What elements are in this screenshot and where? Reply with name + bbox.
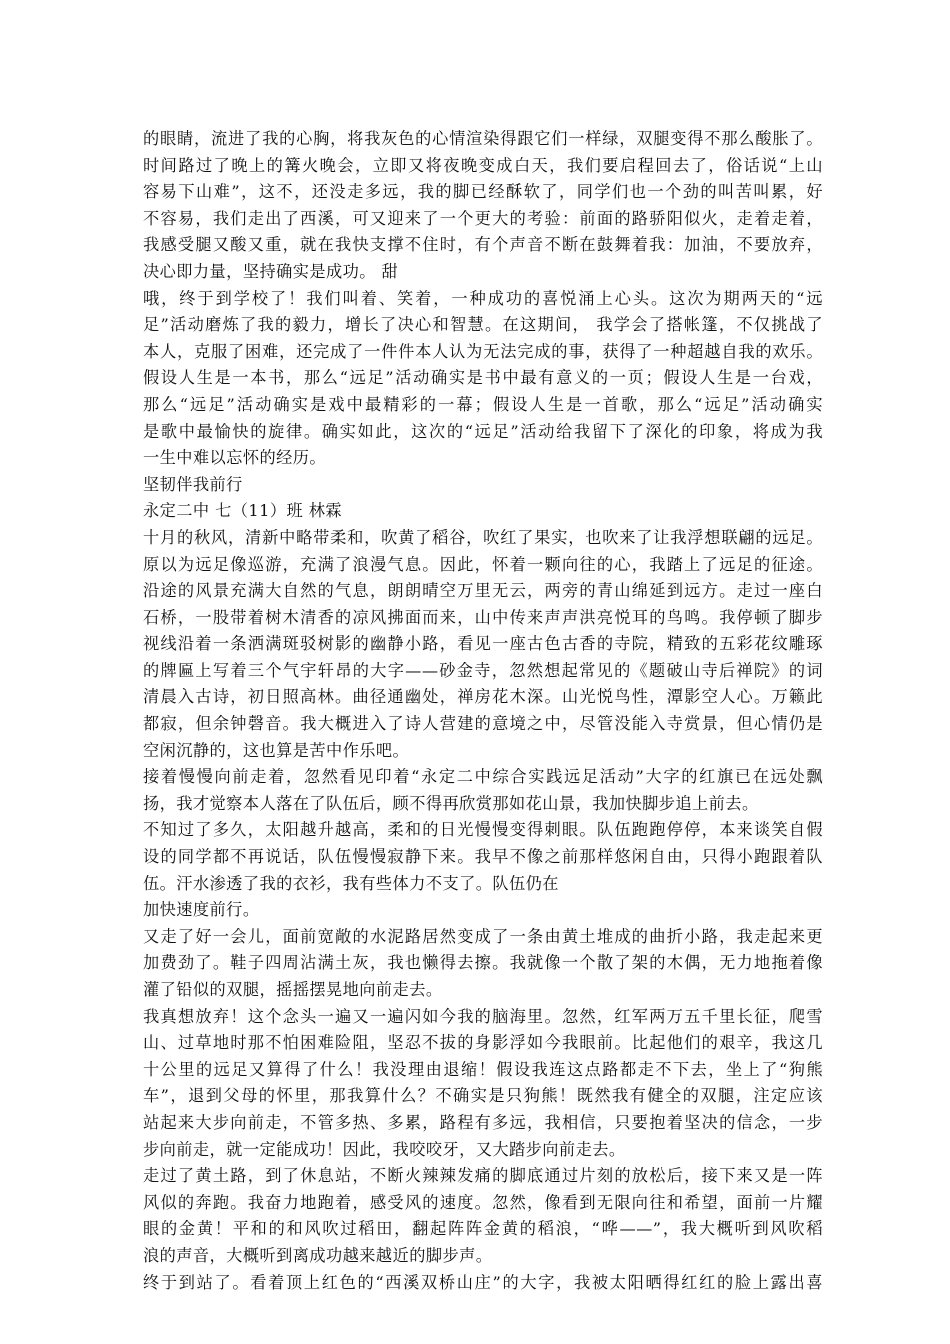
text-line: 原以为远足像巡游，充满了浪漫气息。因此，怀着一颗向往的心，我踏上了远足的征途。	[143, 554, 823, 574]
text-line: 不容易，我们走出了西溪，可又迎来了一个更大的考验：前面的路骄阳似火，走着走着，	[143, 208, 823, 228]
text-line: 十月的秋风，清新中略带柔和，吹黄了稻谷，吹红了果实，也吹来了让我浮想联翩的远足。	[143, 527, 823, 547]
text-line: 一生中难以忘怀的经历。	[143, 448, 327, 468]
text-line: 接着慢慢向前走着，忽然看见印着“永定二中综合实践远足活动”大字的红旗已在远处飘	[143, 767, 823, 787]
text-line: 足”活动磨炼了我的毅力，增长了决心和智慧。在这期间， 我学会了搭帐篷，不仅挑战了	[143, 315, 823, 335]
text-line: 我真想放弃！这个念头一遍又一遍闪如今我的脑海里。忽然，红军两万五千里长征，爬雪	[143, 1006, 823, 1026]
text-line: 决心即力量，坚持确实是成功。 甜	[143, 261, 399, 281]
text-line: 浪的声音，大概听到离成功越来越近的脚步声。	[143, 1245, 493, 1265]
text-line: 的牌匾上写着三个气宇轩昂的大字——砂金寺，忽然想起常见的《题破山寺后禅院》的词	[143, 660, 823, 680]
text-line: 设的同学都不再说话，队伍慢慢寂静下来。我早不像之前那样悠闲自由，只得小跑跟着队	[143, 847, 823, 867]
text-line: 灌了铅似的双腿，摇摇摆晃地向前走去。	[143, 980, 443, 999]
text-line: 时间路过了晚上的篝火晚会，立即又将夜晚变成白天，我们要启程回去了，俗话说“上山	[143, 155, 823, 175]
text-line: 风似的奔跑。我奋力地跑着，感受风的速度。忽然，像看到无限向往和希望，面前一片耀	[143, 1192, 823, 1212]
text-line: 十公里的远足又算得了什么！我没理由退缩！假设我连这点路都走不下去，坐上了“狗熊	[143, 1059, 823, 1079]
text-line: 山、过草地时那不怕困难险阻，坚忍不拔的身影浮如今我眼前。比起他们的艰辛，我这几	[143, 1033, 823, 1053]
text-line: 的眼睛，流进了我的心胸，将我灰色的心情渲染得跟它们一样绿，双腿变得不那么酸胀了。	[143, 129, 823, 148]
text-line: 眼的金黄！平和的和风吹过稻田，翻起阵阵金黄的稻浪，“哗——”，我大概听到风吹稻	[143, 1219, 823, 1239]
document-page	[143, 126, 823, 1296]
text-line: 步向前走，就一定能成功！因此，我咬咬牙，又大踏步向前走去。	[143, 1139, 626, 1159]
text-line: 加费劲了。鞋子四周沾满土灰，我也懒得去擦。我就像一个散了架的木偶，无力地拖着像	[143, 953, 823, 973]
text-line: 视线沿着一条洒满斑驳树影的幽静小路，看见一座古色古香的寺院，精致的五彩花纹雕琢	[143, 634, 823, 654]
text-line: 石桥，一股带着树木清香的凉风拂面而来，山中传来声声洪亮悦耳的鸟鸣。我停顿了脚步	[143, 607, 823, 627]
text-line: 清晨入古诗，初日照高林。曲径通幽处，禅房花木深。山光悦鸟性，潭影空人心。万籁此	[143, 687, 823, 707]
text-line: 又走了好一会儿，面前宽敞的水泥路居然变成了一条由黄土堆成的曲折小路，我走起来更	[143, 926, 823, 946]
text-line: 车”，退到父母的怀里，那我算什么？不确实是只狗熊！既然我有健全的双腿，注定应该	[143, 1086, 823, 1106]
text-line: 加快速度前行。	[143, 900, 260, 920]
text-line: 哦，终于到学校了！我们叫着、笑着，一种成功的喜悦涌上心头。这次为期两天的“远	[143, 288, 823, 308]
text-line: 是歌中最愉快的旋律。确实如此，这次的“远足”活动给我留下了深化的印象，将成为我	[143, 421, 823, 441]
text-line: 都寂，但余钟磬音。我大概进入了诗人营建的意境之中，尽管没能入寺赏景，但心情仍是	[143, 714, 823, 734]
text-line: 坚韧伴我前行	[143, 474, 243, 494]
text-line: 空闲沉静的，这也算是苦中作乐吧。	[143, 740, 410, 760]
text-line: 永定二中 七（11）班 林霖	[143, 501, 343, 521]
text-line: 终于到站了。看着顶上红色的“西溪双桥山庄”的大字，我被太阳晒得红红的脸上露出喜	[143, 1272, 823, 1292]
text-line: 伍。汗水渗透了我的衣衫，我有些体力不支了。队伍仍在	[143, 873, 559, 893]
text-line: 站起来大步向前走，不管多热、多累，路程有多远，我相信，只要抱着坚决的信念，一步	[143, 1112, 823, 1132]
text-line: 扬，我才觉察本人落在了队伍后，顾不得再欣赏那如花山景，我加快脚步追上前去。	[143, 793, 759, 813]
text-line: 沿途的风景充满大自然的气息，朗朗晴空万里无云，两旁的青山绵延到远方。走过一座白	[143, 581, 823, 601]
text-line: 假设人生是一本书，那么“远足”活动确实是书中最有意义的一页；假设人生是一台戏，	[143, 368, 823, 388]
text-line: 那么“远足”活动确实是戏中最精彩的一幕；假设人生是一首歌，那么“远足”活动确实	[143, 394, 823, 414]
text-line: 走过了黄土路，到了休息站，不断火辣辣发痛的脚底通过片刻的放松后，接下来又是一阵	[143, 1166, 823, 1186]
text-line: 容易下山难”，这不，还没走多远，我的脚已经酥软了，同学们也一个劲的叫苦叫累，好	[143, 182, 823, 202]
text-line: 我感受腿又酸又重，就在我快支撑不住时，有个声音不断在鼓舞着我：加油，不要放弃，	[143, 235, 823, 255]
text-line: 不知过了多久，太阳越升越高，柔和的日光慢慢变得刺眼。队伍跑跑停停，本来谈笑自假	[143, 820, 823, 840]
text-line: 本人，克服了困难，还完成了一件件本人认为无法完成的事，获得了一种超越自我的欢乐。	[143, 341, 823, 361]
